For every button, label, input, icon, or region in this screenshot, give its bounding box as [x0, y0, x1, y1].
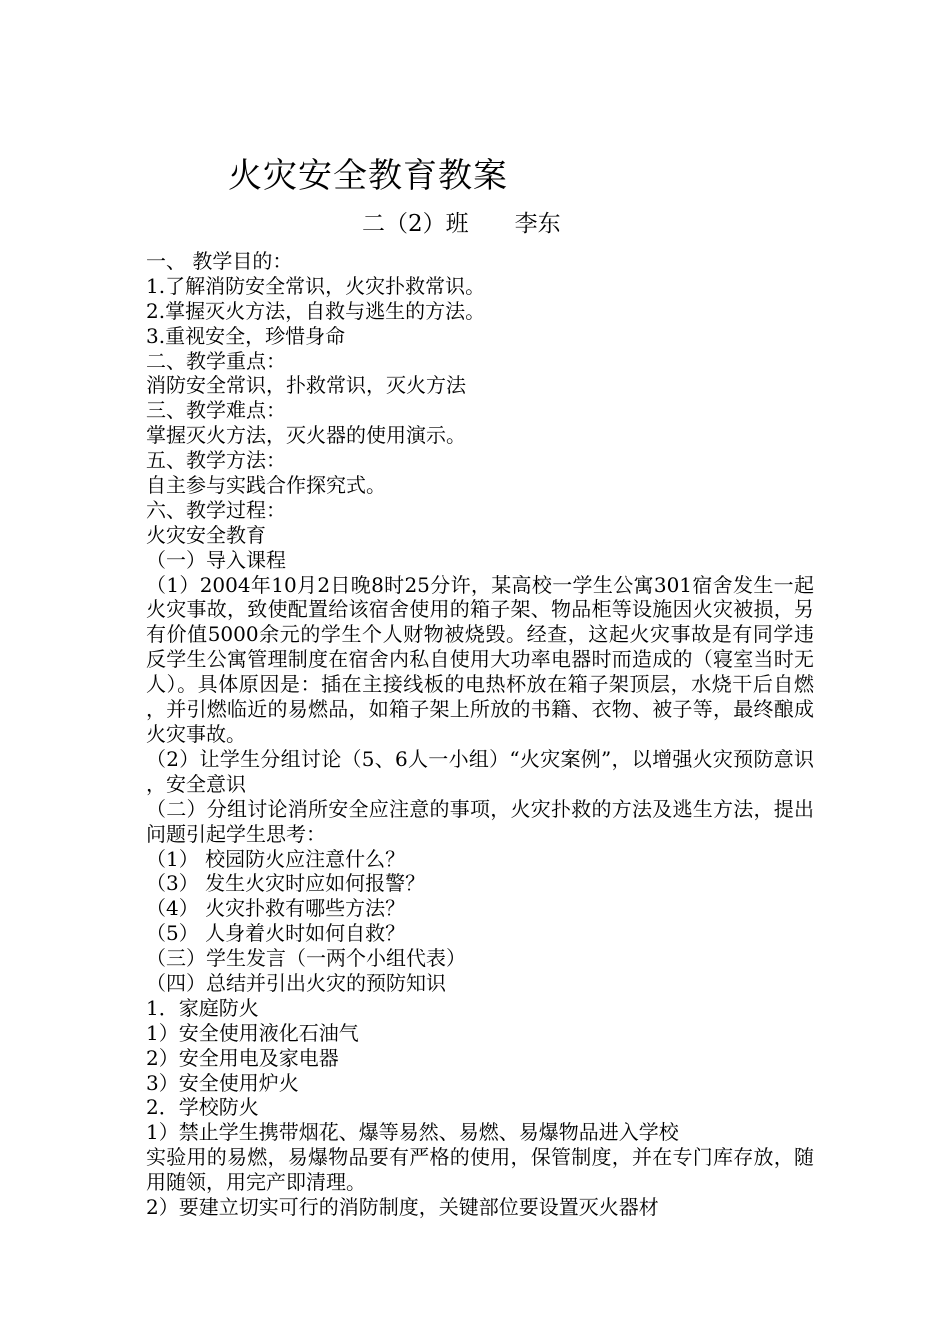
body-line: （四）总结并引出火灾的预防知识	[146, 971, 446, 995]
body-line: 六、教学过程：	[146, 497, 286, 522]
body-line: （5） 人身着火时如何自救？	[146, 921, 406, 946]
body-paragraph: （二）分组讨论消所安全应注意的事项，火灾扑救的方法及逃生方法，提出问题引起学生思考：	[146, 796, 814, 846]
body-line: 1.了解消防安全常识，火灾扑救常识。	[146, 273, 486, 298]
body-line: （4） 火灾扑救有哪些方法？	[146, 896, 406, 921]
body-line: 五、教学方法：	[146, 448, 286, 473]
lesson-plan-body	[146, 249, 814, 1220]
body-line: 2.掌握灭火方法，自救与逃生的方法。	[146, 298, 486, 323]
body-line: 1）禁止学生携带烟花、爆等易然、易燃、易爆物品进入学校	[146, 1120, 679, 1145]
body-line: （三）学生发言（一两个小组代表）	[146, 946, 466, 971]
body-line: 二、教学重点：	[146, 348, 286, 373]
body-paragraph: （1）2004年10月2日晚8时25分许，某高校一学生公寓301宿舍发生一起火灾事故，致使配置给该宿舍使用的箱子架、物品柜等设施因火灾被损，另有价值5000余元的学生个人财物被烧毁。经查，这起火灾事故是有同学违反学生公寓管理制度在宿舍内私自使用大功率电器时而造成的（寝室当时无人）。具体原因是：插在主接线板的电热杯放在箱子架顶层，水烧干后自燃，并引燃临近的易燃品，如箱子架上所放的书籍、衣物、被子等，最终酿成火灾事故。	[146, 572, 814, 747]
body-line: 1）安全使用液化石油气	[146, 1020, 359, 1045]
body-line: 火灾安全教育	[146, 522, 266, 547]
body-line: 一、 教学目的：	[146, 249, 293, 273]
body-line: 掌握灭火方法，灭火器的使用演示。	[146, 423, 466, 448]
body-line: 3.重视安全，珍惜身命	[146, 323, 346, 348]
class-and-author: 二（2）班 李东	[362, 211, 561, 237]
body-line: 自主参与实践合作探究式。	[146, 473, 386, 498]
body-line: 1．家庭防火	[146, 995, 259, 1020]
body-line: （1） 校园防火应注意什么？	[146, 846, 406, 871]
body-line: 2．学校防火	[146, 1095, 259, 1120]
body-line: （一）导入课程	[146, 547, 286, 572]
body-line: 三、教学难点：	[146, 398, 286, 423]
body-line: 2）安全用电及家电器	[146, 1045, 339, 1070]
body-paragraph: （2）让学生分组讨论（5、6人一小组）“火灾案例”，以增强火灾预防意识，安全意识	[146, 746, 814, 796]
body-line: 3）安全使用炉火	[146, 1070, 299, 1095]
body-paragraph: 实验用的易燃，易爆物品要有严格的使用，保管制度，并在专门库存放，随用随领，用完产即清理。	[146, 1145, 814, 1195]
body-line: 2）要建立切实可行的消防制度，关键部位要设置灭火器材	[146, 1195, 659, 1220]
body-line: 消防安全常识，扑救常识，灭火方法	[146, 373, 466, 398]
body-line: （3） 发生火灾时应如何报警？	[146, 871, 426, 896]
document-title: 火灾安全教育教案	[228, 156, 508, 196]
